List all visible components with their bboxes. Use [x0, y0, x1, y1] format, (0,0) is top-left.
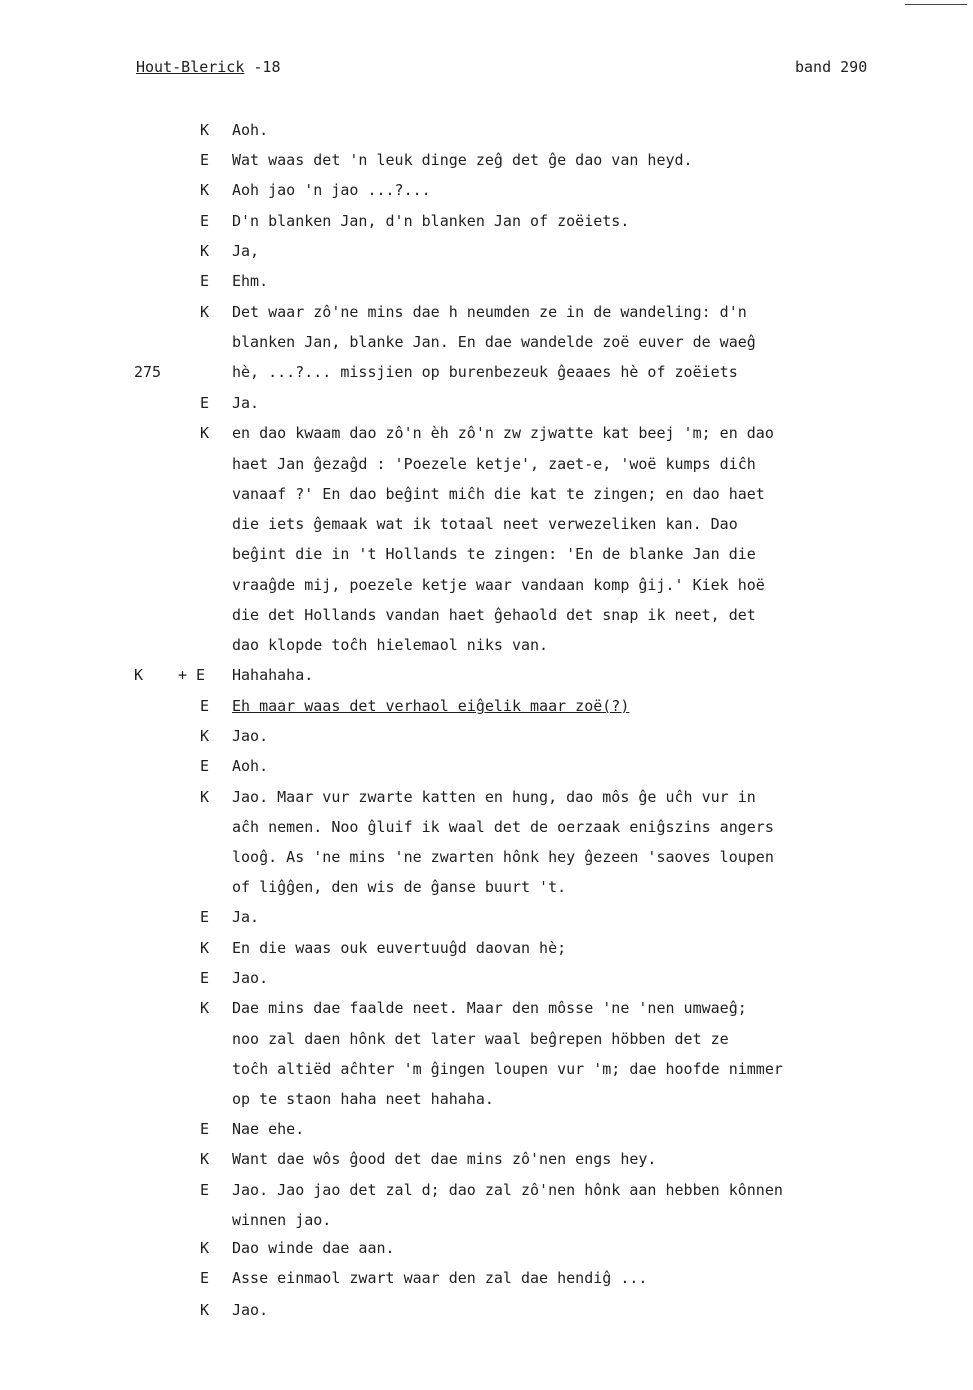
transcript-line: [0, 300, 973, 324]
speaker-label: K: [200, 939, 210, 957]
line-text: vraaĝde mij, poezele ketje waar vandaan komp ĝij.' Kiek hoë: [232, 576, 765, 594]
line-text: Jao.: [232, 727, 269, 745]
transcript-line: [0, 1147, 973, 1171]
line-text: Asse einmaol zwart waar den zal dae hendiĝ ...: [232, 1269, 648, 1287]
band-label: band 290: [795, 58, 868, 76]
line-text: op te staon haha neet hahaha.: [232, 1090, 494, 1108]
header-left: [136, 58, 281, 76]
transcript-line: [0, 663, 973, 687]
line-text: hè, ...?... missjien op burenbezeuk ĝeaaes hè of zoëiets: [232, 363, 738, 381]
transcript-line: [0, 633, 973, 657]
speaker-label: K: [200, 1150, 210, 1168]
speaker-label: K: [200, 1239, 210, 1257]
line-text: Aoh jao 'n jao ...?...: [232, 181, 431, 199]
transcript-line: [0, 966, 973, 990]
transcript-line: [0, 785, 973, 809]
speaker-label: E: [200, 151, 210, 169]
line-text: Aoh.: [232, 121, 269, 139]
line-text: blanken Jan, blanke Jan. En dae wandelde zoë euver de waeĝ: [232, 333, 756, 351]
transcript-line: [0, 391, 973, 415]
speaker-label: E: [200, 697, 210, 715]
speaker-label: K: [200, 303, 210, 321]
transcript-line: [0, 996, 973, 1020]
speaker-label: K: [200, 181, 210, 199]
transcript-line: [0, 603, 973, 627]
speaker-label: K: [200, 999, 210, 1017]
line-text: D'n blanken Jan, d'n blanken Jan of zoëiets.: [232, 212, 630, 230]
line-text: die det Hollands vandan haet ĝehaold det snap ik neet, det: [232, 606, 756, 624]
transcript-line: [0, 1027, 973, 1051]
transcript-line: [0, 1117, 973, 1141]
line-text: Nae ehe.: [232, 1120, 305, 1138]
speaker-label: K: [200, 788, 210, 806]
line-text: Want dae wôs ĝood det dae mins zô'nen engs hey.: [232, 1150, 657, 1168]
transcript-line: [0, 875, 973, 899]
line-text: Ja,: [232, 242, 260, 260]
transcript-line: [0, 1087, 973, 1111]
line-text: of liĝĝen, den wis de ĝanse buurt 't.: [232, 878, 567, 896]
line-text: vanaaf ?' En dao beĝint miĉh die kat te zingen; en dao haet: [232, 485, 765, 503]
margin-note: 275: [134, 363, 162, 381]
transcript-line: [0, 845, 973, 869]
transcript-line: [0, 178, 973, 202]
transcript-line: [0, 573, 973, 597]
speaker-label: E: [200, 1181, 210, 1199]
line-text: winnen jao.: [232, 1211, 332, 1229]
line-text: Eh maar waas det verhaol eiĝelik maar zoë(?): [232, 697, 630, 715]
transcript-line: [0, 724, 973, 748]
speaker-label: K: [200, 424, 210, 442]
transcript-line: [0, 1057, 973, 1081]
transcript-line: [0, 815, 973, 839]
line-text: En die waas ouk euvertuuĝd daovan hè;: [232, 939, 567, 957]
transcript-line: [0, 754, 973, 778]
line-text: Ja.: [232, 394, 260, 412]
line-text: Dae mins dae faalde neet. Maar den môsse 'ne 'nen umwaeĝ;: [232, 999, 747, 1017]
speaker-label: K: [200, 727, 210, 745]
line-text: aĉh nemen. Noo ĝluif ik waal det de oerzaak eniĝszins angers: [232, 818, 774, 836]
line-text: Jao. Maar vur zwarte katten en hung, dao môs ĝe uĉh vur in: [232, 788, 756, 806]
transcript-line: [0, 1208, 973, 1232]
line-text: beĝint die in 't Hollands te zingen: 'En de blanke Jan die: [232, 545, 756, 563]
top-rule: [905, 4, 967, 5]
line-text: Hahahaha.: [232, 666, 314, 684]
line-text: Jao.: [232, 1301, 269, 1319]
document-title: Hout-Blerick: [136, 58, 245, 76]
line-text: toĉh altiëd aĉhter 'm ĝingen loupen vur 'm; dae hoofde nimmer: [232, 1060, 783, 1078]
line-text: en dao kwaam dao zô'n èh zô'n zw zjwatte kat beej 'm; en dao: [232, 424, 774, 442]
transcript-line: [0, 512, 973, 536]
transcript-line: [0, 330, 973, 354]
margin-note: K: [134, 666, 144, 684]
transcript-line: [0, 542, 973, 566]
line-text: Ja.: [232, 908, 260, 926]
speaker-label: E: [200, 1120, 210, 1138]
line-text: die iets ĝemaak wat ik totaal neet verwezeliken kan. Dao: [232, 515, 738, 533]
transcript-line: [0, 209, 973, 233]
transcript-line: [0, 905, 973, 929]
transcript-line: [0, 1236, 973, 1260]
transcript-line: [0, 269, 973, 293]
speaker-label: K: [200, 121, 210, 139]
transcript-line: [0, 1266, 973, 1290]
line-text: Dao winde dae aan.: [232, 1239, 395, 1257]
line-text: Det waar zô'ne mins dae h neumden ze in de wandeling: d'n: [232, 303, 747, 321]
transcript-line: [0, 239, 973, 263]
speaker-label: E: [200, 969, 210, 987]
transcript-line: [0, 118, 973, 142]
line-text: looĝ. As 'ne mins 'ne zwarten hônk hey ĝezeen 'saoves loupen: [232, 848, 774, 866]
transcript-line: [0, 1298, 973, 1322]
line-text: Jao.: [232, 969, 269, 987]
transcript-line: [0, 360, 973, 384]
line-text: Aoh.: [232, 757, 269, 775]
transcript-line: [0, 452, 973, 476]
speaker-label: K: [200, 1301, 210, 1319]
speaker-label: + E: [178, 666, 206, 684]
line-text: noo zal daen hônk det later waal beĝrepen höbben det ze: [232, 1030, 729, 1048]
transcript-line: [0, 1178, 973, 1202]
speaker-label: E: [200, 757, 210, 775]
page-header: [0, 58, 973, 82]
transcript-line: [0, 694, 973, 718]
speaker-label: K: [200, 242, 210, 260]
line-text: dao klopde toĉh hielemaol niks van.: [232, 636, 549, 654]
page-number: -18: [253, 58, 281, 76]
line-text: Jao. Jao jao det zal d; dao zal zô'nen hônk aan hebben kônnen: [232, 1181, 783, 1199]
transcript-line: [0, 148, 973, 172]
speaker-label: E: [200, 212, 210, 230]
speaker-label: E: [200, 908, 210, 926]
speaker-label: E: [200, 394, 210, 412]
transcript-line: [0, 482, 973, 506]
line-text: Wat waas det 'n leuk dinge zeĝ det ĝe dao van heyd.: [232, 151, 693, 169]
speaker-label: E: [200, 1269, 210, 1287]
line-text: Ehm.: [232, 272, 269, 290]
transcript-line: [0, 421, 973, 445]
line-text: haet Jan ĝezaĝd : 'Poezele ketje', zaet-e, 'woë kumps diĉh: [232, 455, 756, 473]
transcript-line: [0, 936, 973, 960]
speaker-label: E: [200, 272, 210, 290]
